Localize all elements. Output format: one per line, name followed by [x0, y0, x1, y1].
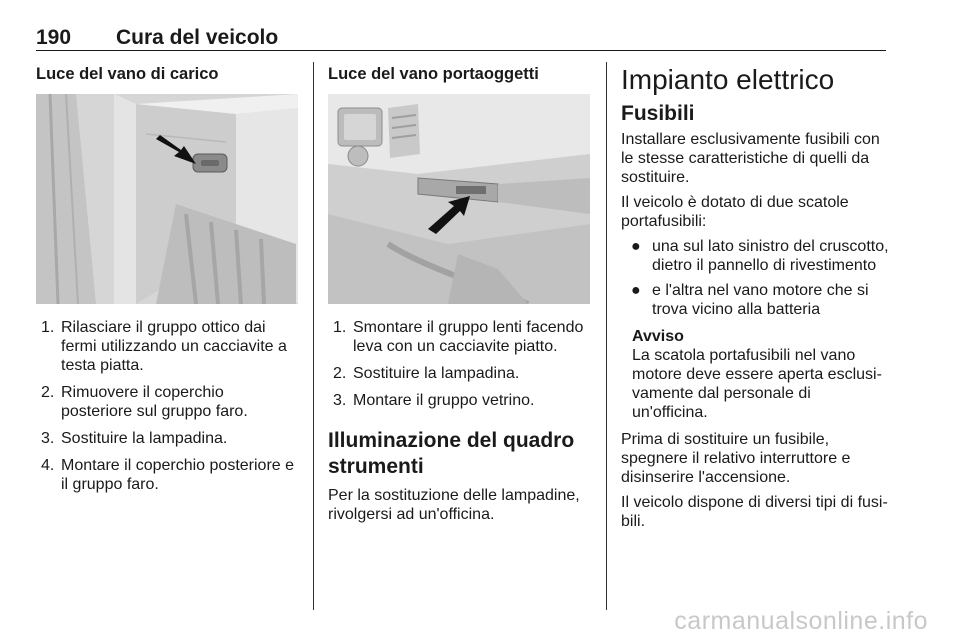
section-title: Luce del vano portaoggetti	[328, 65, 539, 83]
glovebox-light-steps	[328, 318, 590, 410]
step-text: Rimuovere il coperchio posteriore sul gruppo faro.	[61, 384, 248, 420]
cargo-light-illustration	[36, 94, 298, 304]
column-divider	[606, 62, 607, 610]
column-glovebox-light	[328, 64, 590, 530]
bullet-text: e l'altra nel vano motore che si trova vicino alla batteria	[652, 282, 869, 318]
step-number: 2.	[333, 365, 347, 382]
step-text: Rilasciare il gruppo ottico dai fermi utilizzando un cacciavite a testa piatta.	[61, 319, 287, 374]
list-item	[328, 318, 590, 356]
paragraph: Installare esclusivamente fusibili con le stesse caratteristiche di quelli da sostituire.	[621, 131, 880, 186]
chapter-title: Cura del veicolo	[116, 26, 279, 49]
glovebox-light-illustration	[328, 94, 590, 304]
fuse-box-list	[621, 237, 889, 319]
step-number: 1.	[41, 319, 55, 336]
page-number: 190	[36, 26, 72, 49]
paragraph: Prima di sostituire un fusibile, spegnere il relativo interruttore e disinserire l'accensione.	[621, 431, 851, 486]
list-item	[328, 391, 590, 410]
step-number: 3.	[333, 392, 347, 409]
column-divider	[313, 62, 314, 610]
step-text: Montare il coperchio posteriore e il gruppo faro.	[61, 457, 295, 493]
paragraph: Il veicolo dispone di diversi tipi di fusibili.	[621, 494, 888, 530]
list-item	[328, 364, 590, 383]
notice-box	[621, 327, 889, 422]
cargo-light-steps	[36, 318, 298, 494]
column-electrical-system	[621, 64, 889, 537]
step-number: 4.	[41, 457, 55, 474]
list-item	[36, 383, 298, 421]
fuses-heading: Fusibili	[621, 102, 695, 125]
list-item	[36, 456, 298, 494]
step-number: 1.	[333, 319, 347, 336]
notice-title: Avviso	[632, 328, 684, 345]
page-header	[36, 26, 886, 51]
step-text: Sostituire la lampadina.	[61, 430, 228, 447]
watermark: carmanualsonline.info	[674, 607, 928, 635]
notice-text: La scatola portafusibili nel vano motore deve essere aperta esclusivamente dal personale di un'officina.	[632, 347, 882, 421]
step-number: 3.	[41, 430, 55, 447]
list-item	[621, 281, 889, 319]
instrument-lighting-heading: Illuminazione del quadro strumenti	[328, 429, 575, 478]
column-cargo-light	[36, 64, 298, 502]
step-text: Smontare il gruppo lenti facendo leva con un cacciavite piatto.	[353, 319, 584, 355]
paragraph: Il veicolo è dotato di due scatole portafusibili:	[621, 194, 849, 230]
bullet-text: una sul lato sinistro del cruscotto, dietro il pannello di rivestimento	[652, 238, 889, 274]
bullet-icon: ●	[631, 282, 641, 299]
instrument-lighting-text: Per la sostituzione delle lampadine, rivolgersi ad un'officina.	[328, 487, 580, 523]
list-item	[621, 237, 889, 275]
bullet-icon: ●	[631, 238, 641, 255]
step-text: Sostituire la lampadina.	[353, 365, 520, 382]
step-text: Montare il gruppo vetrino.	[353, 392, 535, 409]
section-title: Luce del vano di carico	[36, 65, 219, 83]
step-number: 2.	[41, 384, 55, 401]
list-item	[36, 318, 298, 375]
list-item	[36, 429, 298, 448]
electrical-system-title: Impianto elettrico	[621, 64, 835, 95]
